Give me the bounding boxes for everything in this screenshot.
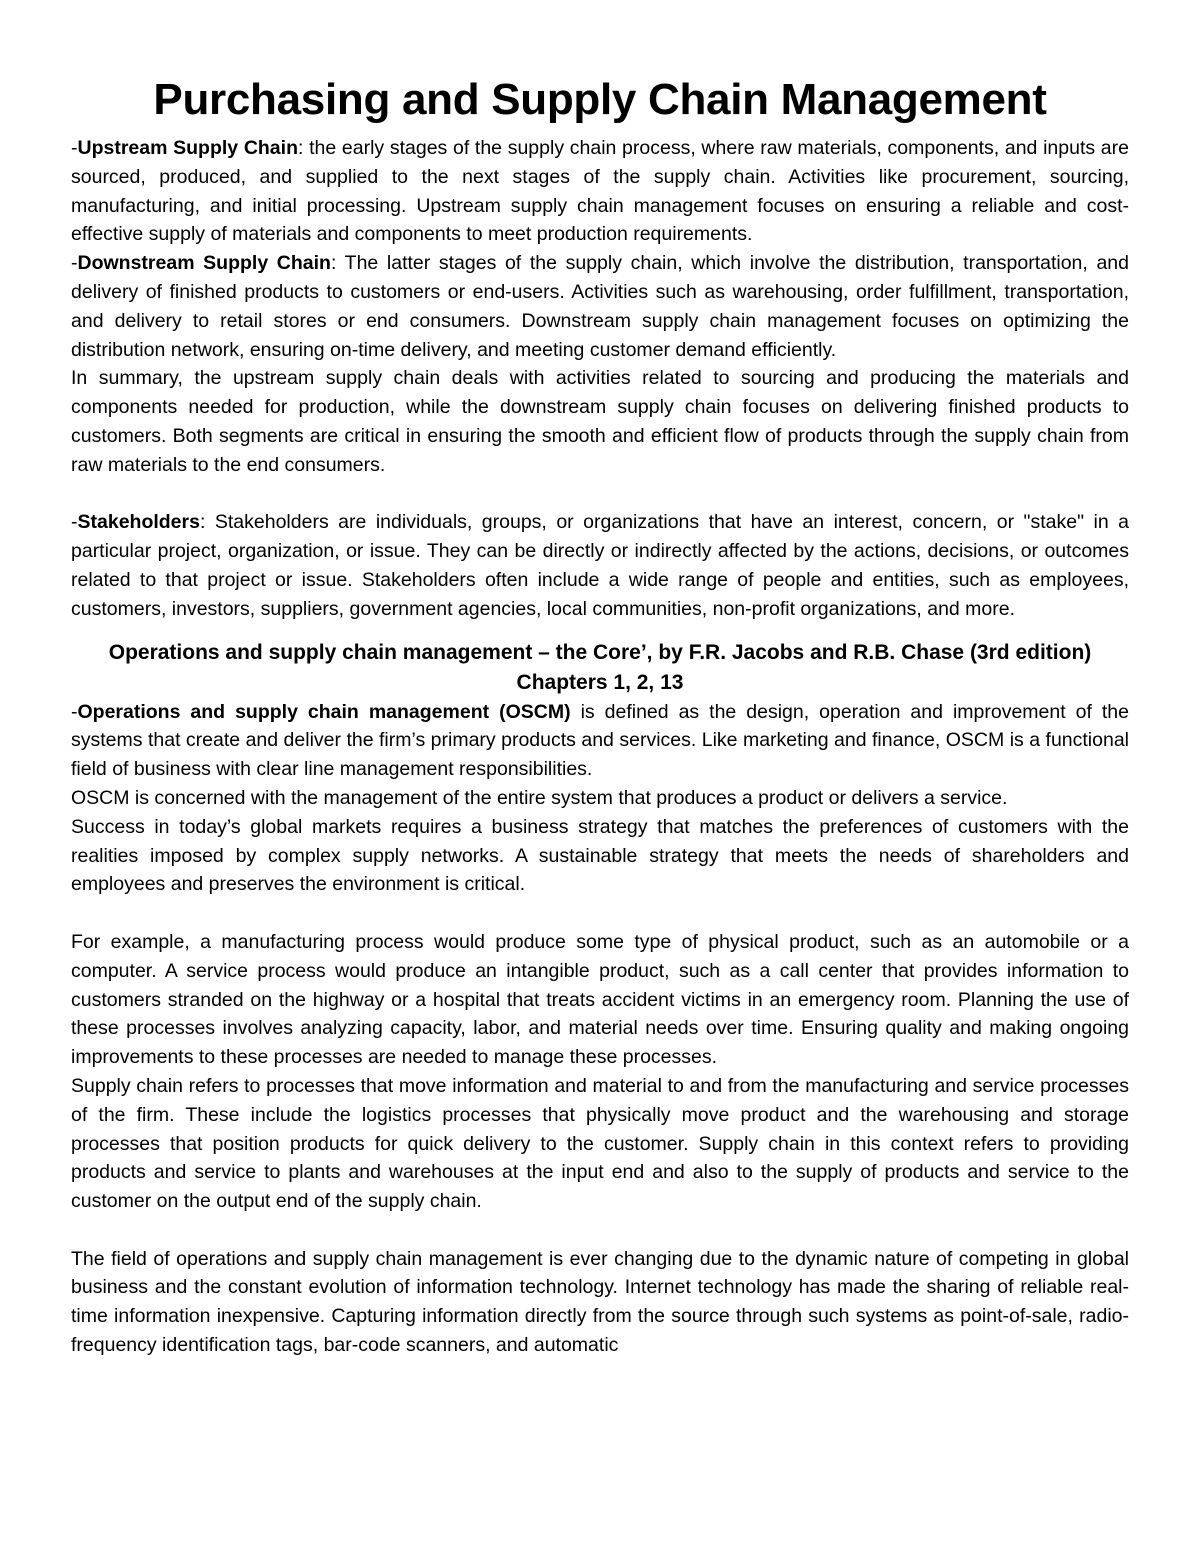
oscm-term: Operations and supply chain management (OSCM) <box>77 700 571 723</box>
stakeholders-prefix: - <box>71 511 78 534</box>
stakeholders-paragraph <box>71 508 1129 623</box>
book-heading: Operations and supply chain management – the Core’, by F.R. Jacobs and R.B. Chase (3rd edition) Chapters 1, 2, 13 <box>108 640 1092 694</box>
downstream-paragraph <box>71 249 1129 364</box>
field-paragraph: The field of operations and supply chain management is ever changing due to the dynamic nature of competing in global business and the constant evolution of information technology. Internet technology has made the sharing of reliable real-time information inexpensive. Capturing information directly from the source through such systems as point-of-sale, radio-frequency identification tags, bar-code scanners, and automatic <box>71 1247 1129 1357</box>
oscm-prefix: - <box>71 700 78 723</box>
stakeholders-term: Stakeholders <box>77 511 200 534</box>
blank-line <box>71 1216 1129 1245</box>
upstream-prefix: - <box>71 137 78 159</box>
upstream-term: Upstream Supply Chain <box>77 137 298 159</box>
document-page <box>71 70 1129 1360</box>
downstream-term: Downstream Supply Chain <box>77 252 331 275</box>
downstream-prefix: - <box>71 252 78 275</box>
summary-paragraph: In summary, the upstream supply chain deals with activities related to sourcing and producing the materials and components needed for production, while the downstream supply chain focuses on delivering finished products to customers. Both segments are critical in ensuring the smooth and efficient flow of products through the supply chain from raw materials to the end consumers. <box>71 367 1129 476</box>
oscm-paragraph <box>71 698 1129 784</box>
downstream-text: : The latter stages of the supply chain, which involve the distribution, transportation, and delivery of finished products to customers or end-users. Activities such as warehousing, order fulfillment, transportation, and delivery to retail stores or end consumers. Downstream supply chain management focuses on optimizing the distribution network, ensuring on-time delivery, and meeting customer demand efficiently. <box>71 252 1129 361</box>
blank-line <box>71 480 1129 509</box>
upstream-text: : the early stages of the supply chain process, where raw materials, components, and inputs are sourced, produced, and supplied to the next stages of the supply chain. Activities like procurement, sourcing, manufacturing, and initial processing. Upstream supply chain management focuses on ensuring a reliable and cost-effective supply of materials and components to meet production requirements. <box>71 137 1129 246</box>
document-title: Purchasing and Supply Chain Management <box>153 75 1047 124</box>
example-paragraph: For example, a manufacturing process would produce some type of physical product, such as an automobile or a computer. A service process would produce an intangible product, such as a call center that provides information to customers stranded on the highway or a hospital that treats accident victims in an emergency room. Planning the use of these processes involves analyzing capacity, labor, and material needs over time. Ensuring quality and making ongoing improvements to these processes are needed to manage these processes. <box>71 930 1129 1069</box>
oscm-text: is defined as the design, operation and improvement of the systems that create and deliver the firm’s primary products and services. Like marketing and finance, OSCM is a functional field of business with clear line management responsibilities. <box>71 700 1129 781</box>
success-paragraph: Success in today’s global markets requires a business strategy that matches the preferences of customers with the realities imposed by complex supply networks. A sustainable strategy that meets the needs of shareholders and employees and preserves the environment is critical. <box>71 815 1129 896</box>
blank-line <box>71 899 1129 928</box>
stakeholders-text: : Stakeholders are individuals, groups, or organizations that have an interest, concern, or "stake" in a particular project, organization, or issue. They can be directly or indirectly affected by the actions, decisions, or outcomes related to that project or issue. Stakeholders often include a wide range of people and entities, such as employees, customers, investors, suppliers, government agencies, local communities, non-profit organizations, and more. <box>71 511 1129 620</box>
upstream-paragraph <box>71 134 1129 249</box>
oscm-concern-paragraph: OSCM is concerned with the management of the entire system that produces a product or delivers a service. <box>71 786 1008 809</box>
supply-chain-paragraph: Supply chain refers to processes that move information and material to and from the manufacturing and service processes of the firm. These include the logistics processes that physically move product and the warehousing and storage processes that position products for quick delivery to the customer. Supply chain in this context refers to providing products and service to plants and warehouses at the input end and also to the supply of products and service to the customer on the output end of the supply chain. <box>71 1074 1129 1213</box>
